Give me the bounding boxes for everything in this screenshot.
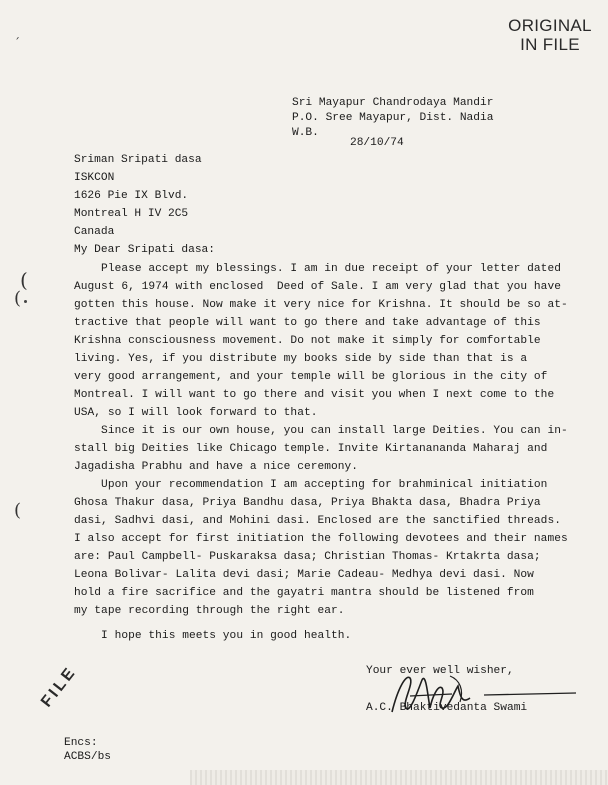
signatory-name: A.C. Bhaktivedanta Swami: [366, 702, 528, 714]
body-line: are: Paul Campbell- Puskaraksa dasa; Christian Thomas- Krtakrta dasa;: [74, 551, 541, 563]
body-line: stall big Deities like Chicago temple. Invite Kirtanananda Maharaj and: [74, 443, 548, 455]
file-handwritten-mark: FILE: [38, 663, 81, 711]
sender-address-line-1: Sri Mayapur Chandrodaya Mandir: [292, 97, 494, 109]
closing: Your ever well wisher,: [366, 665, 514, 677]
corner-tick-mark: ´: [14, 36, 20, 50]
body-line: I also accept for first initiation the following devotees and their names: [74, 533, 568, 545]
salutation: My Dear Sripati dasa:: [74, 244, 215, 256]
body-line: Montreal. I will want to go there and visit you when I next come to the: [74, 389, 555, 401]
body-line: Krishna consciousness movement. Do not make it simply for comfortable: [74, 335, 541, 347]
body-line: tractive that people will want to go there and take advantage of this: [74, 317, 541, 329]
original-in-file-stamp: [500, 16, 600, 54]
body-line: Ghosa Thakur dasa, Priya Bandhu dasa, Priya Bhakta dasa, Bhadra Priya: [74, 497, 541, 509]
recipient-country: Canada: [74, 226, 115, 238]
stamp-line-1: ORIGINAL: [508, 16, 592, 35]
margin-bracket-mark: (: [14, 500, 22, 521]
margin-bracket-mark: (: [14, 288, 22, 309]
recipient-city: Montreal H IV 2C5: [74, 208, 189, 220]
body-line: living. Yes, if you distribute my books side by side than that is a: [74, 353, 528, 365]
recipient-org: ISKCON: [74, 172, 115, 184]
recipient-name: Sriman Sripati dasa: [74, 154, 202, 166]
body-line: Upon your recommendation I am accepting for brahminical initiation: [74, 479, 548, 491]
scan-edge-noise: [190, 770, 608, 785]
sender-address-line-3: W.B.: [292, 127, 319, 139]
body-line: Leona Bolivar- Lalita devi dasi; Marie Cadeau- Medhya devi dasi. Now: [74, 569, 534, 581]
body-line: I hope this meets you in good health.: [74, 630, 352, 642]
letter-date: 28/10/74: [350, 137, 404, 149]
body-line: very good arrangement, and your temple will be glorious in the city of: [74, 371, 548, 383]
stamp-line-2: IN FILE: [520, 35, 580, 54]
body-line: dasi, Sadhvi dasi, and Mohini dasi. Enclosed are the sanctified threads.: [74, 515, 561, 527]
body-line: USA, so I will look forward to that.: [74, 407, 318, 419]
body-line: August 6, 1974 with enclosed Deed of Sale. I am very glad that you have: [74, 281, 561, 293]
body-line: gotten this house. Now make it very nice for Krishna. It should be so at-: [74, 299, 568, 311]
margin-bracket-mark: (: [20, 268, 28, 292]
margin-speck: [24, 300, 27, 303]
body-line: hold a fire sacrifice and the gayatri mantra should be listened from: [74, 587, 534, 599]
recipient-street: 1626 Pie IX Blvd.: [74, 190, 189, 202]
body-line: Jagadisha Prabhu and have a nice ceremony.: [74, 461, 359, 473]
sender-address-line-2: P.O. Sree Mayapur, Dist. Nadia: [292, 112, 494, 124]
body-line: Since it is our own house, you can install large Deities. You can in-: [74, 425, 568, 437]
body-line: Please accept my blessings. I am in due receipt of your letter dated: [74, 263, 561, 275]
enclosure-label: Encs:: [64, 737, 98, 749]
typist-initials: ACBS/bs: [64, 751, 111, 763]
body-line: my tape recording through the right ear.: [74, 605, 345, 617]
